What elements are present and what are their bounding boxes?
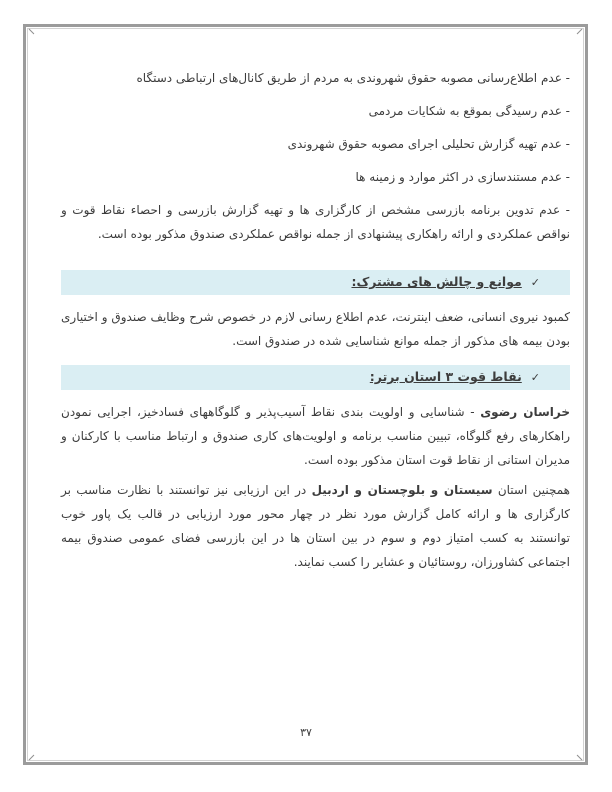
paragraph-sistan-ardabil [61,478,570,574]
bullet-item-3: - عدم تهیه گزارش تحلیلی اجرای مصوبه حقوق شهروندی [287,137,570,151]
paragraph-others-text: در این ارزیابی نیز توانستند با نظارت مناسب بر کارگزاری ها و ارائه کامل گزارش مورد نظر در چهار محور مورد ارزیابی در قالب یک پاور خوب توانستند به کسب امتیاز دوم و سوم در بین استان ها در این بازرسی فضای عمومی صندوق بیمه اجتماعی کشاورزان، روستائیان و عشایر را کسب نمایند. [61,483,570,569]
corner-ornament-top-right [577,29,583,35]
bullet-item-1: - عدم اطلاع‌رسانی مصوبه حقوق شهروندی به مردم از طریق کانال‌های ارتباطی دستگاه [136,71,570,85]
section-header-top-provinces [61,365,570,390]
paragraph-challenges: کمبود نیروی انسانی، ضعف اینترنت، عدم اطلاع رسانی لازم در خصوص شرح وظایف صندوق و اختیاری بودن بیمه های مذکور از جمله موانع شناسایی شده در صندوق است. [61,310,570,348]
province-name-khorasan: خراسان رضوی [480,405,570,419]
corner-ornament-bottom-left [29,755,35,761]
section-title-top-provinces: نقاط قوت ۳ استان برتر: [369,369,522,384]
corner-ornament-top-left [29,29,35,35]
check-icon: ✓ [530,276,540,289]
bullet-item-5: - عدم تدوین برنامه بازرسی مشخص از کارگزاری ها و تهیه گزارش بازرسی و احصاء نقاط قوت و نواقص عملکردی و ارائه راهکاری پیشنهادی از جمله نواقص عملکردی صندوق مذکور بوده است. [61,203,570,241]
section-header-challenges [61,270,570,295]
paragraph-others-pre: همچنین استان [492,483,571,497]
paragraph-khorasan-razavi [61,400,570,472]
section-title-challenges: موانع و چالش های مشترک: [351,274,522,289]
bullet-item-4: - عدم مستندسازی در اکثر موارد و زمینه ها [355,170,570,184]
province-names-sistan-ardabil: سیستان و بلوچستان و اردبیل [311,483,493,497]
page-content [61,66,570,574]
bullet-item-2: - عدم رسیدگی بموقع به شکایات مردمی [368,104,570,118]
paragraph-khorasan-text: - شناسایی و اولویت بندی نقاط آسیب‌پذیر و گلوگاههای فسادخیز، اجرایی نمودن راهکارهای رفع گلوگاه، تبیین مناسب برنامه و اولویت‌های کاری صندوق و ارتباط مناسب با کارکنان و مدیران استانی از نقاط قوت استان مذکور بوده است. [61,405,570,467]
check-icon: ✓ [530,371,540,384]
corner-ornament-bottom-right [577,755,583,761]
page-number: ۳۷ [300,726,312,739]
